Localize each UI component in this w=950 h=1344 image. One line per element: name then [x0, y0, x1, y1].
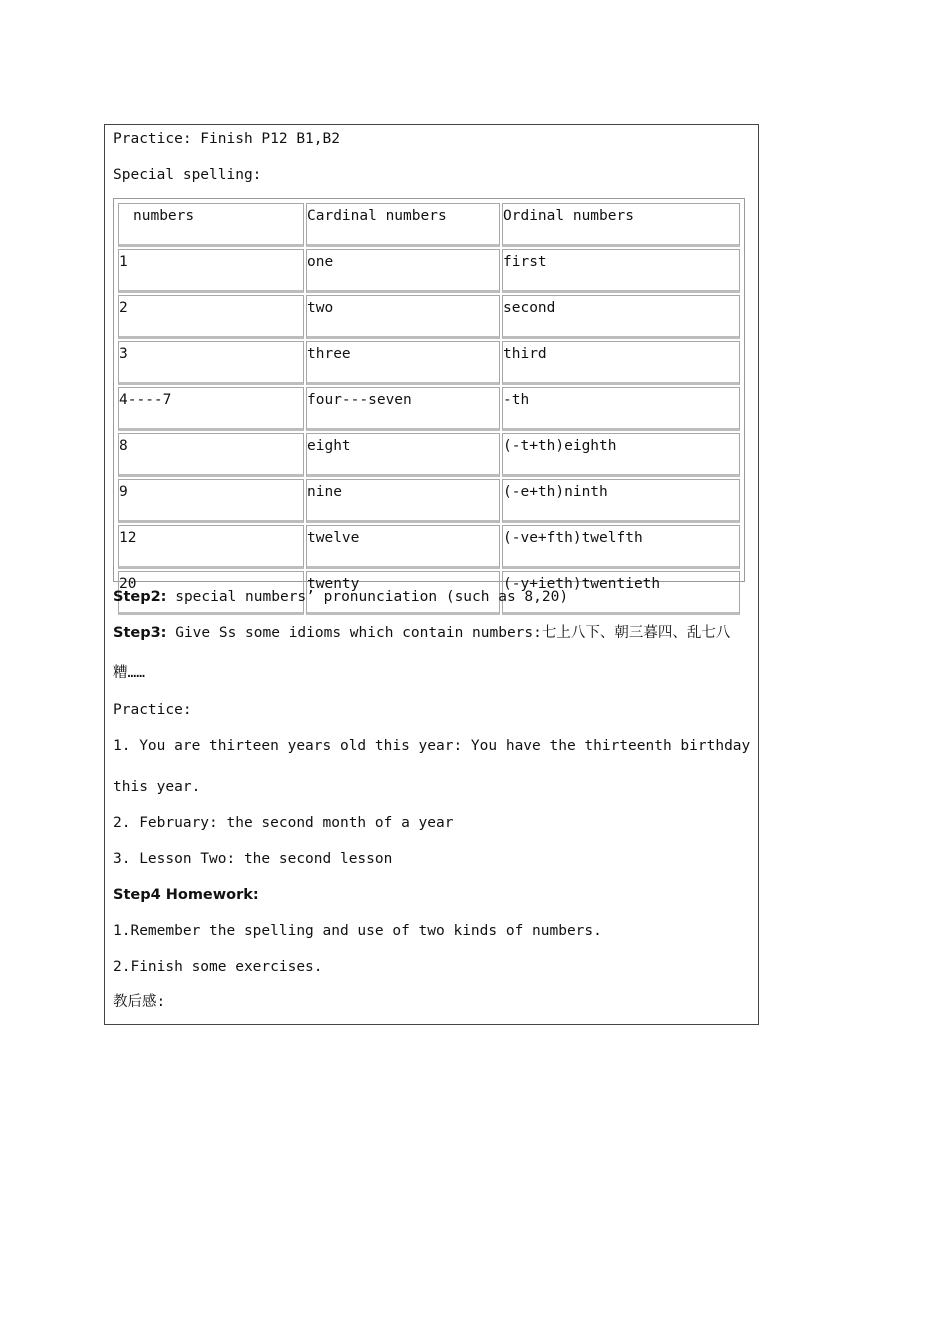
ordinal-cell: (-ve+fth)twelfth: [502, 525, 740, 569]
reflection-label: 教后感:: [113, 994, 166, 1010]
practice-item: 3. Lesson Two: the second lesson: [113, 851, 393, 867]
table-header-row: [118, 203, 740, 247]
practice-heading: Practice:: [113, 702, 192, 718]
table-row: [118, 249, 740, 293]
table-row: [118, 387, 740, 431]
ordinal-cell: -th: [502, 387, 740, 431]
ordinal-cell: (-y+ieth)twentieth: [502, 571, 740, 615]
practice-item-continuation: this year.: [113, 779, 201, 795]
header-ordinal: Ordinal numbers: [502, 203, 740, 247]
number-cell: 8: [118, 433, 304, 477]
table-row: [118, 295, 740, 339]
cardinal-cell: two: [306, 295, 500, 339]
number-cell: 2: [118, 295, 304, 339]
practice-item: 2. February: the second month of a year: [113, 815, 454, 831]
step4-label: Step4 Homework:: [113, 887, 259, 903]
ordinal-cell: second: [502, 295, 740, 339]
cardinal-cell: four---seven: [306, 387, 500, 431]
step3-continuation: 糟……: [113, 665, 145, 681]
special-spelling-heading: Special spelling:: [113, 167, 262, 183]
cardinal-cell: nine: [306, 479, 500, 523]
step2-line: [113, 587, 568, 607]
step2-text: special numbers’ pronunciation (such as 8,20): [166, 589, 569, 605]
table-row: [118, 479, 740, 523]
ordinal-cell: third: [502, 341, 740, 385]
step3-label: Step3:: [113, 625, 167, 641]
number-cell: 9: [118, 479, 304, 523]
step3-line: [113, 623, 730, 643]
cardinal-cell: one: [306, 249, 500, 293]
ordinal-cell: (-t+th)eighth: [502, 433, 740, 477]
header-cardinal: Cardinal numbers: [306, 203, 500, 247]
step2-label: Step2:: [113, 589, 167, 605]
number-cell: 12: [118, 525, 304, 569]
numbers-table: [113, 198, 745, 592]
practice-item: 1. You are thirteen years old this year: You have the thirteenth birthday: [113, 738, 751, 754]
table-row: [118, 525, 740, 569]
ordinal-cell: first: [502, 249, 740, 293]
homework-item: 2.Finish some exercises.: [113, 959, 323, 975]
header-numbers: numbers: [118, 203, 304, 247]
number-cell: 4----7: [118, 387, 304, 431]
cardinal-cell: twelve: [306, 525, 500, 569]
cardinal-cell: twenty: [306, 571, 500, 615]
step3-text: Give Ss some idioms which contain numbers:七上八下、朝三暮四、乱七八: [166, 625, 731, 641]
cardinal-cell: eight: [306, 433, 500, 477]
practice-line: Practice: Finish P12 B1,B2: [113, 131, 340, 147]
number-cell: 3: [118, 341, 304, 385]
number-cell: 1: [118, 249, 304, 293]
cardinal-cell: three: [306, 341, 500, 385]
number-cell: 20: [118, 571, 304, 615]
table-row: [118, 433, 740, 477]
ordinal-cell: (-e+th)ninth: [502, 479, 740, 523]
step4-heading: [113, 885, 259, 905]
homework-item: 1.Remember the spelling and use of two kinds of numbers.: [113, 923, 602, 939]
lesson-plan-box: [104, 124, 759, 1025]
table-row: [118, 341, 740, 385]
